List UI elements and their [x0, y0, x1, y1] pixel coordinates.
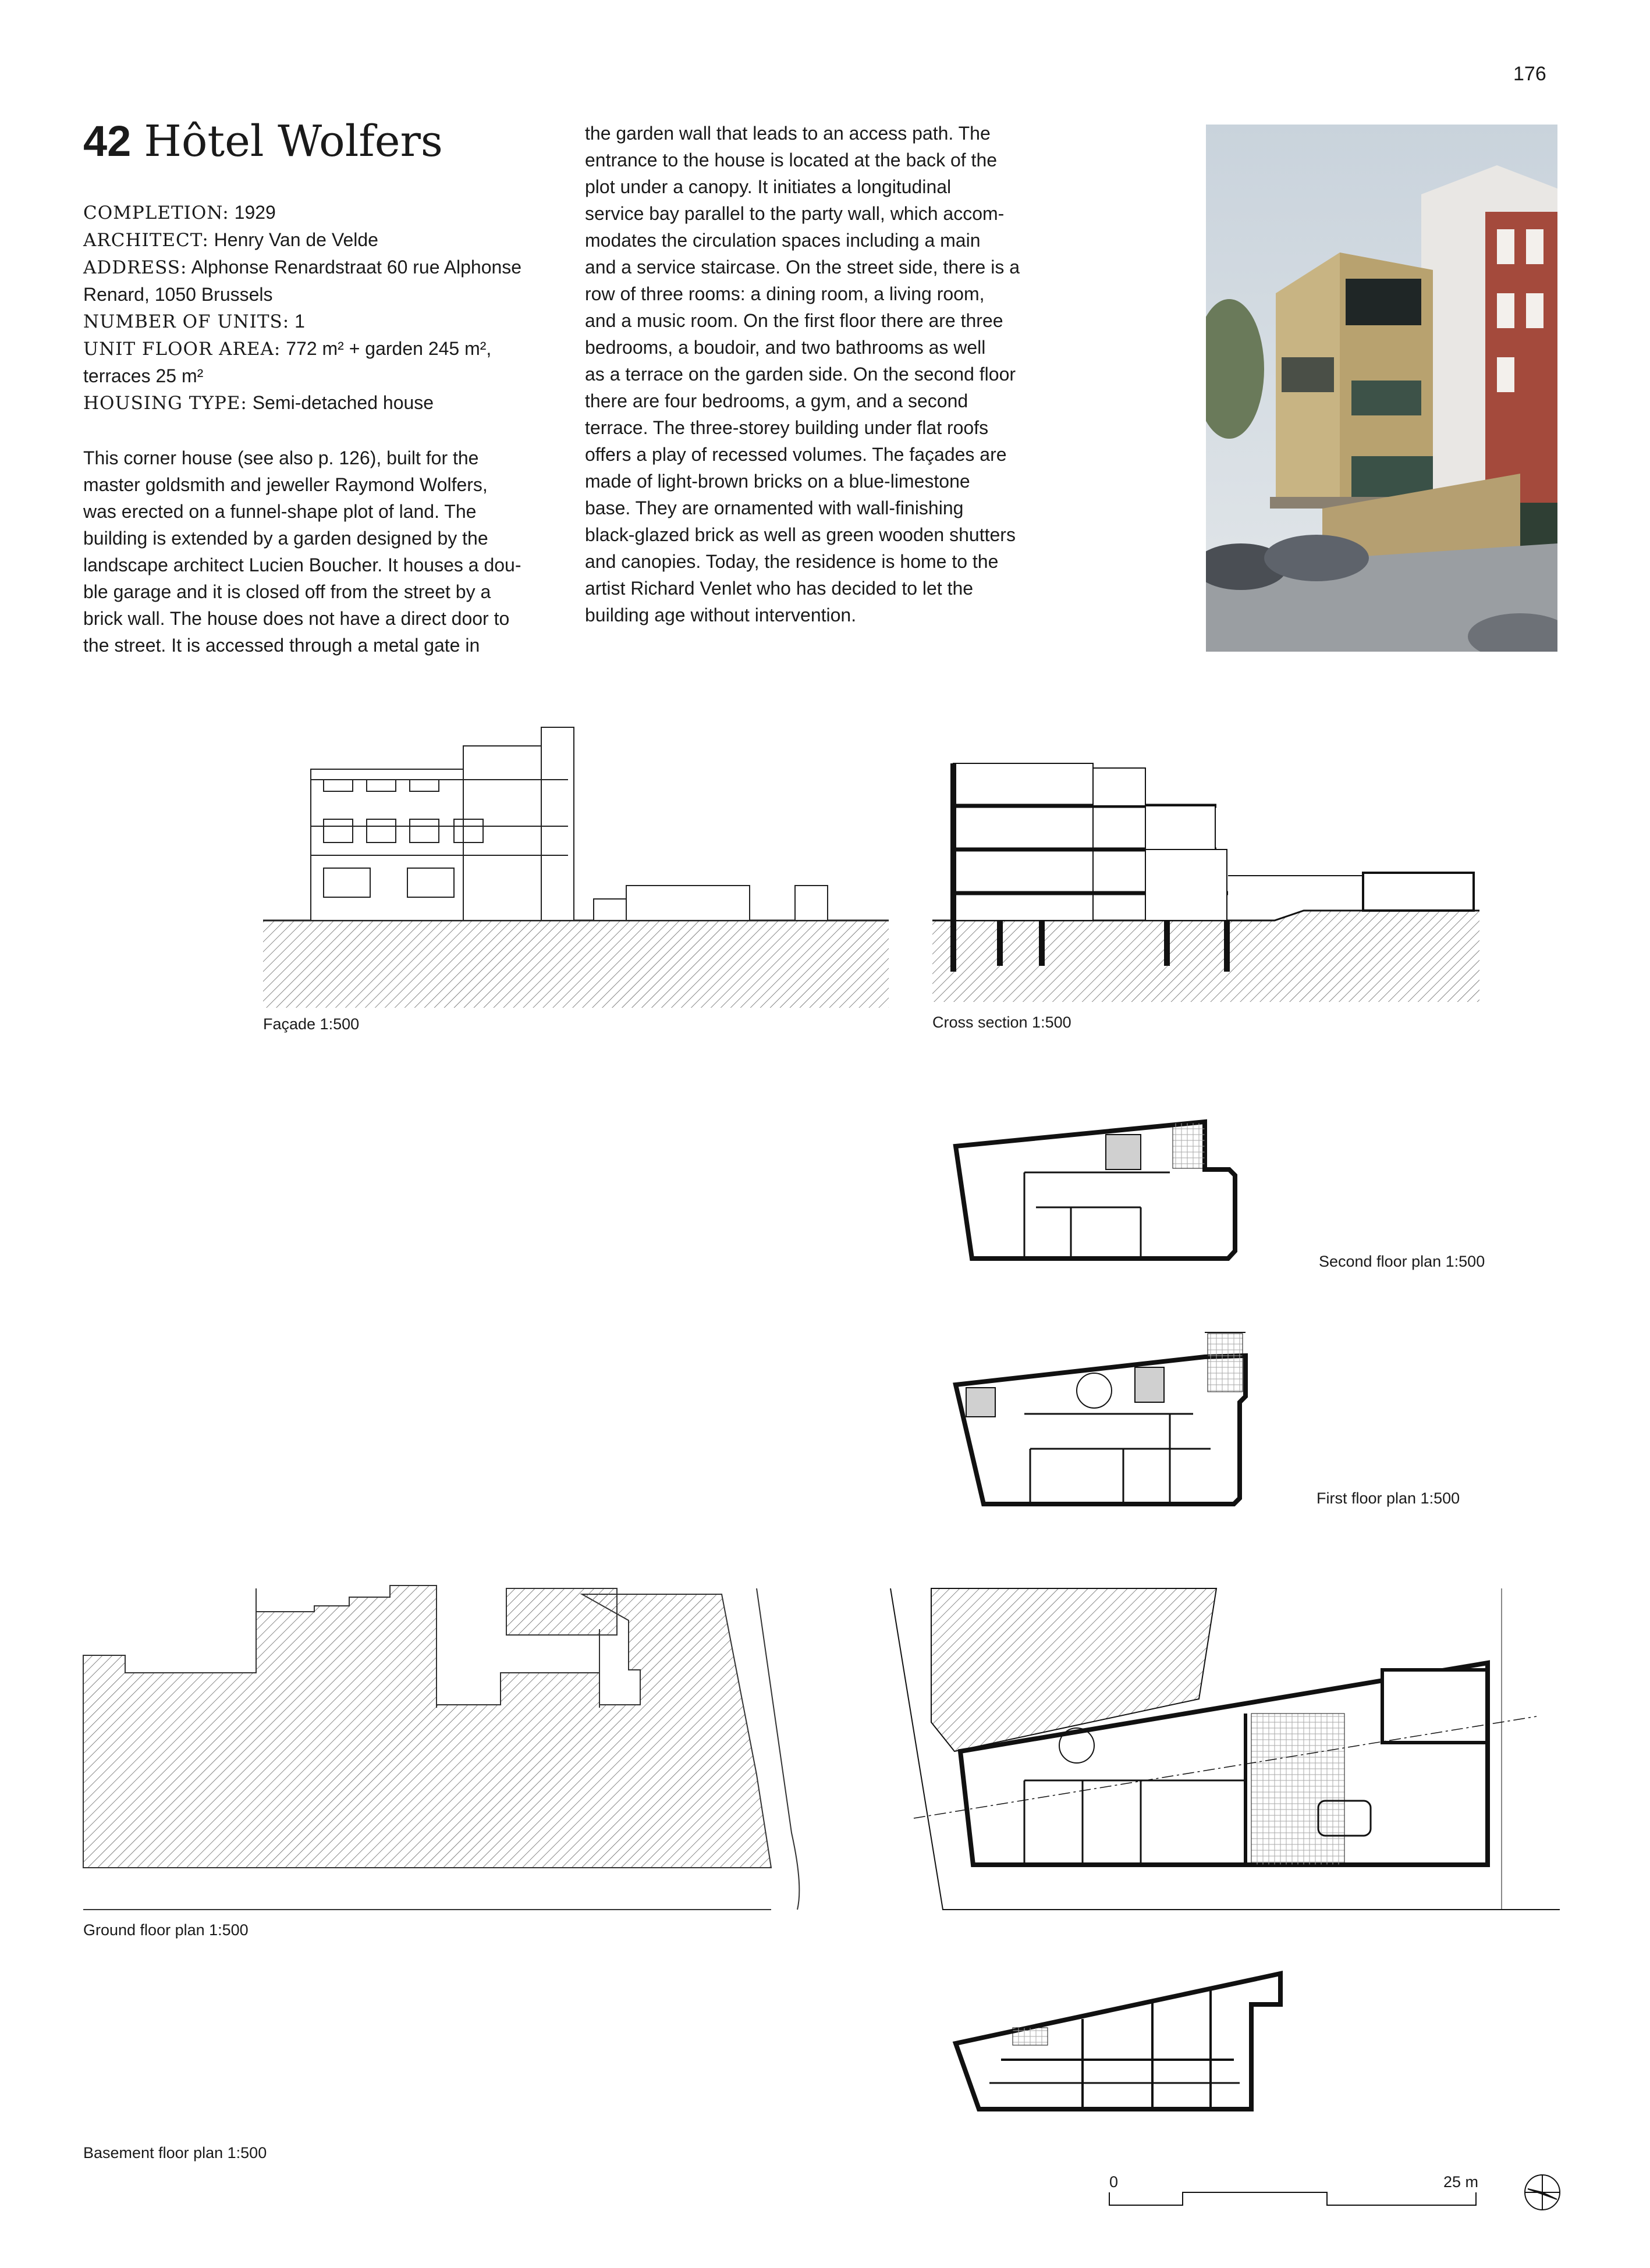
fact-value: Alphonse Renardstraat 60 rue Alphonse Renard, 1050 Brussels	[83, 257, 522, 305]
fact-value: 772 m² + garden 245 m², terraces 25 m²	[83, 338, 492, 386]
caption-ground-floor: Ground floor plan 1:500	[83, 1921, 249, 1939]
fact-key: COMPLETION:	[83, 202, 229, 223]
caption-second-floor: Second floor plan 1:500	[1319, 1253, 1485, 1270]
caption-cross-section: Cross section 1:500	[932, 1014, 1071, 1031]
project-number: 42	[83, 117, 132, 165]
basement-floor-plan	[956, 1974, 1280, 2109]
body-paragraph: This corner house (see also p. 126), built for the master goldsmith and jeweller Raymond Wolfers, was erected on a funnel-shape plot of land. The building is extended by a garden designed by the landscape architect Lucien Boucher. It houses a dou- ble garage and it is closed off from the street by a brick wall. The house does not have a direct door to the street. It is accessed through a metal gate in	[83, 447, 521, 656]
ground-floor-garden-plan	[890, 1588, 1560, 1910]
fact-value: Semi-detached house	[247, 392, 434, 413]
first-floor-plan	[956, 1332, 1246, 1504]
caption-facade: Façade 1:500	[263, 1015, 360, 1033]
ground-floor-plan	[83, 1586, 799, 1910]
north-arrow-icon	[1525, 2175, 1560, 2210]
fact-value: 1	[289, 311, 305, 332]
fact-key: HOUSING TYPE:	[83, 393, 247, 414]
scale-bar	[1109, 2192, 1476, 2205]
fact-key: ARCHITECT:	[83, 230, 209, 251]
caption-basement: Basement floor plan 1:500	[83, 2144, 267, 2162]
second-floor-plan	[956, 1122, 1235, 1259]
cross-section-drawing	[932, 763, 1479, 1002]
body-paragraph: the garden wall that leads to an access path. The entrance to the house is located at the back of the plot under a canopy. It initiates a longitudinal service bay parallel to the party wall, which accom- modates the circulation spaces including a main and a service staircase. On the street side, there is a row of three rooms: a dining room, a living room, and a music room. On the first floor there are three bedrooms, a boudoir, and two bathrooms as well as a terrace on the garden side. On the second floor there are four bedrooms, a gym, and a second terrace. The three-storey building under flat roofs offers a play of recessed volumes. The façades are made of light-brown bricks on a blue-limestone base. They are ornamented with wall-finishing black-glazed brick as well as green wooden shutters and canopies. Today, the residence is home to the artist Richard Venlet who has decided to let the building age without intervention.	[585, 123, 1020, 625]
page-number: 176	[1513, 63, 1546, 85]
fact-key: NUMBER OF UNITS:	[83, 311, 290, 332]
scale-bar-end-label: 25 m	[1443, 2173, 1479, 2191]
fact-value: Henry Van de Velde	[208, 229, 378, 250]
project-name: Hôtel Wolfers	[144, 116, 443, 166]
facade-drawing	[263, 727, 889, 1008]
fact-value: 1929	[229, 202, 276, 223]
scale-bar-start-label: 0	[1109, 2173, 1119, 2191]
caption-first-floor: First floor plan 1:500	[1317, 1490, 1460, 1507]
fact-key: ADDRESS:	[83, 257, 187, 278]
fact-key: UNIT FLOOR AREA:	[83, 339, 281, 360]
